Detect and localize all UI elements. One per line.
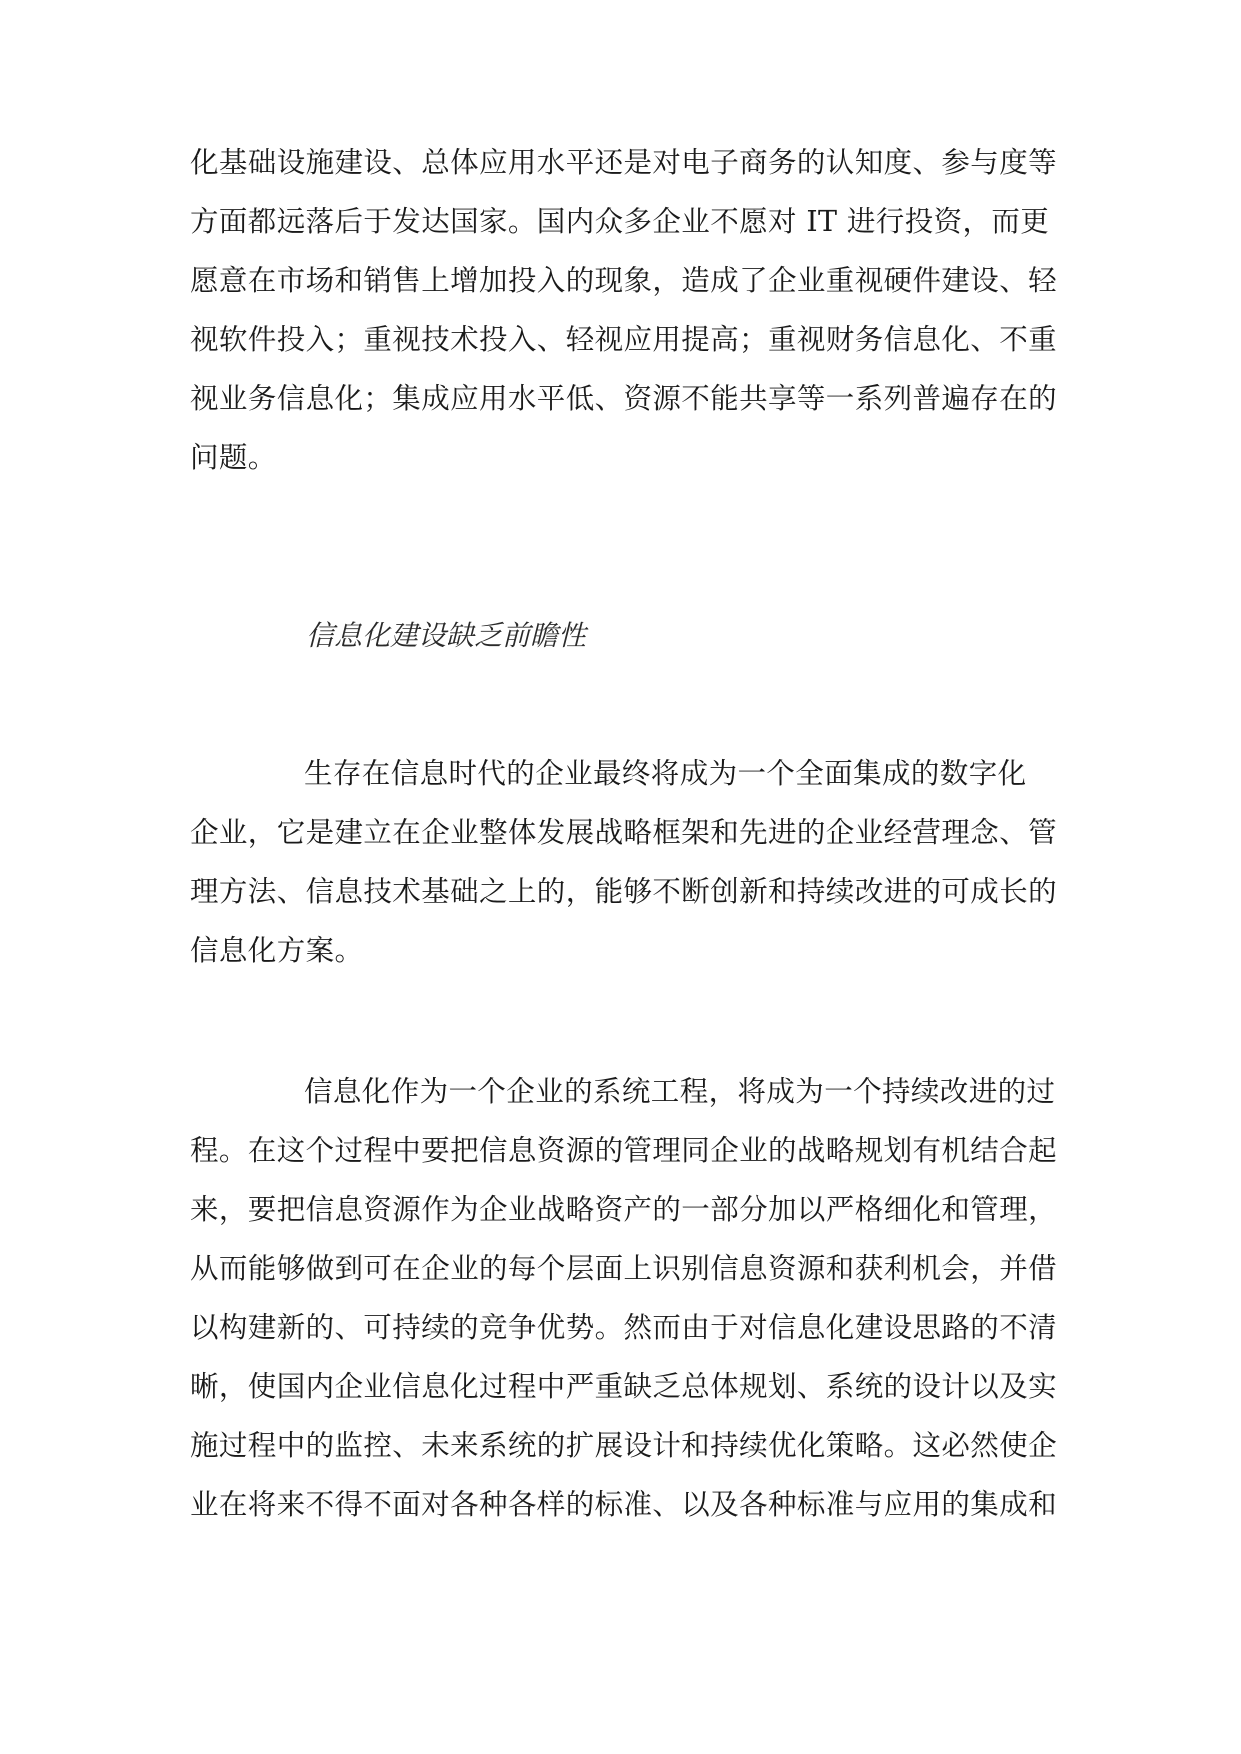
paragraph-3-line: 晰，使国内企业信息化过程中严重缺乏总体规划、系统的设计以及实 xyxy=(190,1370,1058,1403)
paragraph-2-line: 信息化方案。 xyxy=(190,934,364,967)
paragraph-3-line: 以构建新的、可持续的竞争优势。然而由于对信息化建设思路的不清 xyxy=(190,1311,1058,1344)
paragraph-1-line: 视软件投入；重视技术投入、轻视应用提高；重视财务信息化、不重 xyxy=(190,323,1058,356)
section-heading: 信息化建设缺乏前瞻性 xyxy=(306,619,587,652)
paragraph-1-line: 愿意在市场和销售上增加投入的现象，造成了企业重视硬件建设、轻 xyxy=(190,264,1058,297)
paragraph-3-line: 程。在这个过程中要把信息资源的管理同企业的战略规划有机结合起 xyxy=(190,1134,1058,1167)
paragraph-1-line: 化基础设施建设、总体应用水平还是对电子商务的认知度、参与度等 xyxy=(190,146,1058,179)
paragraph-1-line: 问题。 xyxy=(190,441,277,474)
paragraph-3 xyxy=(190,1062,1060,1534)
paragraph-3-line: 信息化作为一个企业的系统工程，将成为一个持续改进的过 xyxy=(304,1075,1056,1108)
paragraph-3-line: 从而能够做到可在企业的每个层面上识别信息资源和获利机会，并借 xyxy=(190,1252,1058,1285)
paragraph-2-line: 生存在信息时代的企业最终将成为一个全面集成的数字化 xyxy=(304,757,1027,790)
paragraph-2-line: 理方法、信息技术基础之上的，能够不断创新和持续改进的可成长的 xyxy=(190,875,1058,908)
paragraph-1-line: 视业务信息化；集成应用水平低、资源不能共享等一系列普遍存在的 xyxy=(190,382,1058,415)
paragraph-3-line: 业在将来不得不面对各种各样的标准、以及各种标准与应用的集成和 xyxy=(190,1488,1058,1521)
paragraph-1-line: 方面都远落后于发达国家。国内众多企业不愿对 IT 进行投资，而更 xyxy=(190,205,1050,238)
paragraph-3-line: 来，要把信息资源作为企业战略资产的一部分加以严格细化和管理， xyxy=(190,1193,1058,1226)
paragraph-2-line: 企业，它是建立在企业整体发展战略框架和先进的企业经营理念、管 xyxy=(190,816,1058,849)
paragraph-3-line: 施过程中的监控、未来系统的扩展设计和持续优化策略。这必然使企 xyxy=(190,1429,1058,1462)
paragraph-2 xyxy=(190,744,1060,980)
paragraph-1 xyxy=(190,133,1060,487)
